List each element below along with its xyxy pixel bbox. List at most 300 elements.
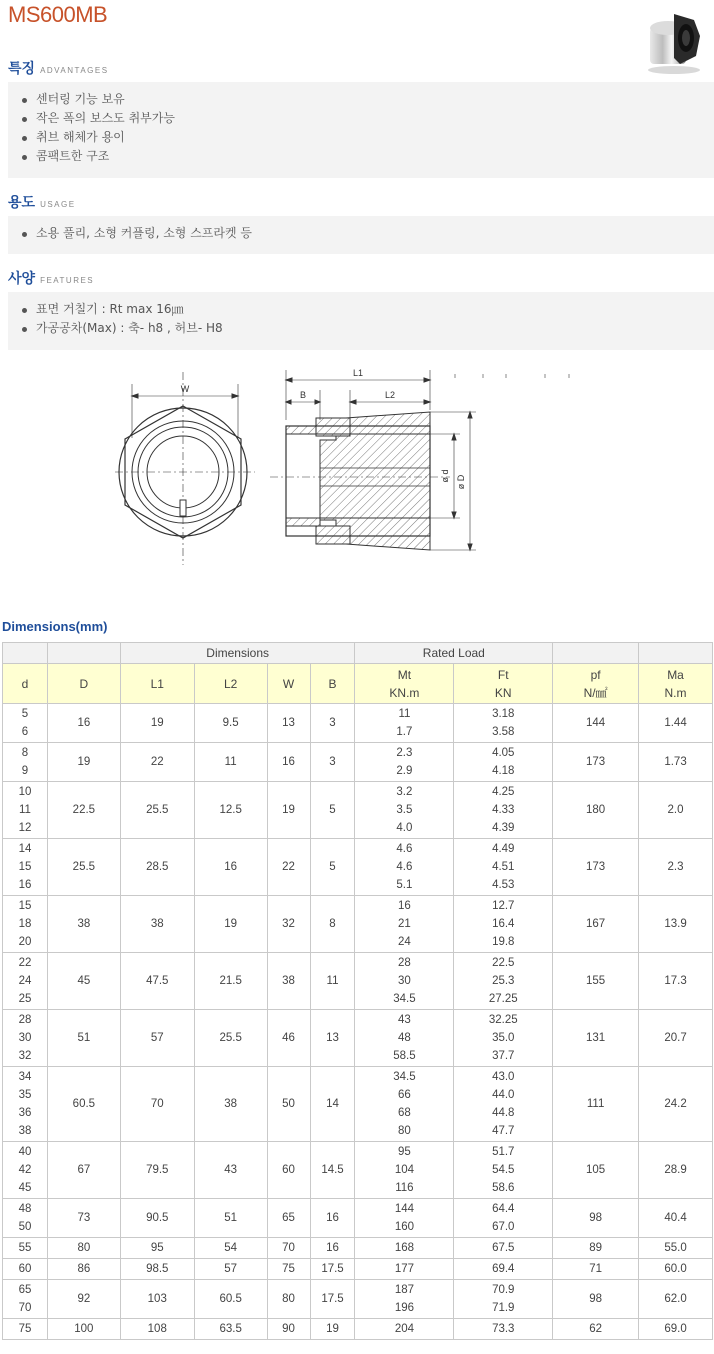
cell-w: 19: [267, 782, 310, 839]
cell-value: 28: [18, 1014, 32, 1026]
cell-value: 6: [21, 726, 29, 738]
cell-ft: [454, 1238, 553, 1259]
column-header-b: [310, 664, 355, 704]
cell-mt: [355, 1319, 454, 1340]
technical-drawing: [110, 360, 580, 570]
cell-value: 104: [394, 1164, 414, 1176]
cell-value: 37.7: [492, 1050, 515, 1062]
table-row: [3, 953, 713, 1010]
cell-d: [3, 1259, 48, 1280]
cell-mt: [355, 1067, 454, 1142]
cell-ft: [454, 1199, 553, 1238]
list-item: 작은 폭의 보스도 취부가능: [22, 109, 714, 128]
cell-b: 19: [310, 1319, 355, 1340]
cell-w: 16: [267, 743, 310, 782]
cell-l2: 60.5: [194, 1280, 267, 1319]
cell-ft: [454, 839, 553, 896]
cell-l2: 43: [194, 1142, 267, 1199]
cell-ma: 40.4: [639, 1199, 713, 1238]
cell-value: 80: [398, 1125, 411, 1137]
cell-ft: [454, 1319, 553, 1340]
cell-l1: 25.5: [120, 782, 194, 839]
cell-b: 14: [310, 1067, 355, 1142]
cell-value: 187: [394, 1284, 414, 1296]
dimensions-title: Dimensions(mm): [2, 619, 108, 634]
cell-d: 80: [47, 1238, 120, 1259]
cell-value: 55: [18, 1242, 32, 1254]
cell-pf: 173: [553, 743, 639, 782]
column-header-label: D: [79, 676, 89, 691]
cell-value: 4.33: [492, 804, 515, 816]
cell-ma: 62.0: [639, 1280, 713, 1319]
cell-d: 100: [47, 1319, 120, 1340]
table-row: [3, 743, 713, 782]
cell-w: 50: [267, 1067, 310, 1142]
cell-value: 21: [398, 918, 411, 930]
cell-value: 18: [18, 918, 32, 930]
cell-value: 160: [394, 1221, 414, 1233]
cell-l1: 108: [120, 1319, 194, 1340]
cell-d: 25.5: [47, 839, 120, 896]
cell-d: 92: [47, 1280, 120, 1319]
cell-value: 4.0: [396, 822, 413, 834]
cell-w: 46: [267, 1010, 310, 1067]
cell-ft: [454, 1259, 553, 1280]
column-header-w: [267, 664, 310, 704]
cell-mt: [355, 704, 454, 743]
cell-pf: 62: [553, 1319, 639, 1340]
cell-d: [3, 1010, 48, 1067]
cell-ft: [454, 896, 553, 953]
cell-value: 2.9: [396, 765, 413, 777]
cell-l1: 90.5: [120, 1199, 194, 1238]
cell-value: 196: [394, 1302, 414, 1314]
section-title-en: USAGE: [40, 200, 76, 209]
cell-d: [3, 896, 48, 953]
table-row: [3, 1067, 713, 1142]
cell-value: 69.4: [492, 1263, 515, 1275]
table-row: [3, 1010, 713, 1067]
dimensions-table: [2, 642, 713, 1340]
cell-l2: 63.5: [194, 1319, 267, 1340]
cell-l1: 98.5: [120, 1259, 194, 1280]
cell-ft: [454, 1067, 553, 1142]
cell-l2: 16: [194, 839, 267, 896]
cell-value: 58.6: [492, 1182, 515, 1194]
cell-ft: [454, 704, 553, 743]
table-row: [3, 839, 713, 896]
cell-w: 60: [267, 1142, 310, 1199]
cell-value: 10: [18, 786, 32, 798]
cell-d: [3, 782, 48, 839]
cell-ma: 2.3: [639, 839, 713, 896]
cell-w: 70: [267, 1238, 310, 1259]
cell-value: 11: [18, 804, 31, 816]
cell-w: 65: [267, 1199, 310, 1238]
cell-l1: 28.5: [120, 839, 194, 896]
cell-value: 15: [18, 861, 32, 873]
cell-ft: [454, 953, 553, 1010]
cell-l1: 38: [120, 896, 194, 953]
cell-pf: 98: [553, 1199, 639, 1238]
cell-l1: 79.5: [120, 1142, 194, 1199]
cell-d: [3, 1199, 48, 1238]
cell-value: 44.0: [492, 1089, 515, 1101]
column-header-l1: [120, 664, 194, 704]
column-header-label: Ft: [497, 667, 509, 682]
cell-w: 80: [267, 1280, 310, 1319]
cell-mt: [355, 782, 454, 839]
column-header-label: pf: [590, 667, 601, 682]
cell-value: 30: [18, 1032, 32, 1044]
column-header-label: L2: [223, 676, 238, 691]
cell-value: 58.5: [393, 1050, 416, 1062]
cell-value: 116: [395, 1182, 414, 1194]
cell-value: 32: [18, 1050, 32, 1062]
cell-value: 25.3: [492, 975, 515, 987]
cell-value: 48: [398, 1032, 411, 1044]
column-header-l2: [194, 664, 267, 704]
cell-d: [3, 1319, 48, 1340]
label-bore-d: ø d: [440, 469, 450, 483]
cell-b: 3: [310, 704, 355, 743]
cell-value: 27.25: [488, 993, 518, 1005]
cell-b: 8: [310, 896, 355, 953]
cell-mt: [355, 1199, 454, 1238]
cell-value: 4.49: [492, 843, 515, 855]
cell-l2: 9.5: [194, 704, 267, 743]
column-header-ft: [454, 664, 553, 704]
column-header-label: d: [21, 676, 29, 691]
cell-value: 5: [21, 708, 29, 720]
cell-b: 17.5: [310, 1259, 355, 1280]
cell-ma: 28.9: [639, 1142, 713, 1199]
table-row: [3, 1259, 713, 1280]
cell-value: 3.5: [396, 804, 413, 816]
cell-value: 14: [18, 843, 32, 855]
cell-value: 1.7: [396, 726, 413, 738]
column-header-label: W: [282, 676, 295, 691]
cell-value: 70.9: [492, 1284, 515, 1296]
list-item: 소용 풀리, 소형 커플링, 소형 스프라켓 등: [22, 224, 714, 243]
cell-mt: [355, 1010, 454, 1067]
section-header-features: [8, 268, 94, 288]
cell-value: 144: [394, 1203, 414, 1215]
cell-l1: 22: [120, 743, 194, 782]
cell-value: 24: [18, 975, 32, 987]
label-b: B: [299, 390, 307, 400]
cell-value: 3.18: [492, 708, 515, 720]
cell-mt: [355, 1142, 454, 1199]
cell-ma: 60.0: [639, 1259, 713, 1280]
cell-value: 177: [394, 1263, 414, 1275]
cell-value: 35: [18, 1089, 32, 1101]
cell-pf: 98: [553, 1280, 639, 1319]
product-photo: [640, 8, 706, 76]
table-column-header-row: [3, 664, 713, 704]
cell-value: 8: [21, 747, 29, 759]
cell-mt: [355, 839, 454, 896]
cell-b: 14.5: [310, 1142, 355, 1199]
cell-l2: 25.5: [194, 1010, 267, 1067]
column-header-pf: [553, 664, 639, 704]
cell-d: 16: [47, 704, 120, 743]
cell-l2: 11: [194, 743, 267, 782]
cell-pf: 111: [553, 1067, 639, 1142]
cell-value: 50: [18, 1221, 32, 1233]
cell-value: 54.5: [492, 1164, 515, 1176]
cell-d: 45: [47, 953, 120, 1010]
cell-value: 12: [18, 822, 32, 834]
cell-value: 22.5: [492, 957, 515, 969]
cell-value: 67.0: [492, 1221, 515, 1233]
cell-ma: 55.0: [639, 1238, 713, 1259]
cell-value: 11: [398, 708, 411, 720]
cell-value: 4.6: [396, 861, 413, 873]
cell-ft: [454, 1280, 553, 1319]
cell-value: 20: [18, 936, 32, 948]
cell-value: 44.8: [492, 1107, 515, 1119]
cell-d: [3, 839, 48, 896]
cell-value: 34.5: [393, 993, 416, 1005]
cell-b: 13: [310, 1010, 355, 1067]
cell-pf: 71: [553, 1259, 639, 1280]
cell-l1: 19: [120, 704, 194, 743]
table-row: [3, 1280, 713, 1319]
cell-l2: 54: [194, 1238, 267, 1259]
cell-value: 22: [18, 957, 32, 969]
column-header-unit: N/㎟: [583, 685, 608, 700]
cell-mt: [355, 1259, 454, 1280]
cell-value: 3.2: [396, 786, 413, 798]
list-item: 취브 해체가 용이: [22, 128, 714, 147]
cell-d: 73: [47, 1199, 120, 1238]
cell-value: 95: [398, 1146, 411, 1158]
cell-value: 47.7: [492, 1125, 515, 1137]
cell-d: 60.5: [47, 1067, 120, 1142]
cell-pf: 105: [553, 1142, 639, 1199]
list-item: 콤팩트한 구조: [22, 147, 714, 166]
cell-b: 11: [310, 953, 355, 1010]
cell-value: 30: [398, 975, 411, 987]
cell-value: 68: [398, 1107, 411, 1119]
cell-value: 35.0: [492, 1032, 515, 1044]
cell-value: 16: [18, 879, 32, 891]
cell-value: 34.5: [393, 1071, 416, 1083]
cell-mt: [355, 896, 454, 953]
column-header-label: Ma: [667, 667, 684, 682]
cell-l1: 103: [120, 1280, 194, 1319]
cell-value: 25: [18, 993, 32, 1005]
cell-value: 45: [18, 1182, 32, 1194]
cell-ma: 2.0: [639, 782, 713, 839]
cell-w: 75: [267, 1259, 310, 1280]
cell-pf: 180: [553, 782, 639, 839]
cell-value: 67.5: [492, 1242, 515, 1254]
cell-value: 38: [18, 1125, 32, 1137]
cell-value: 42: [18, 1164, 32, 1176]
cell-l1: 70: [120, 1067, 194, 1142]
cell-l2: 21.5: [194, 953, 267, 1010]
cell-value: 34: [18, 1071, 32, 1083]
table-row: [3, 1319, 713, 1340]
cell-value: 40: [18, 1146, 32, 1158]
cell-l2: 12.5: [194, 782, 267, 839]
label-outer-d: ø D: [456, 474, 466, 490]
section-title-en: ADVANTAGES: [40, 66, 109, 75]
cell-l2: 51: [194, 1199, 267, 1238]
cell-value: 12.7: [492, 900, 515, 912]
group-header-dimensions: Dimensions: [120, 643, 355, 664]
table-row: [3, 896, 713, 953]
cell-d: 86: [47, 1259, 120, 1280]
cell-l2: 38: [194, 1067, 267, 1142]
cell-pf: 173: [553, 839, 639, 896]
cell-d: 51: [47, 1010, 120, 1067]
section-title-ko: 용도: [8, 195, 36, 211]
cell-d: 19: [47, 743, 120, 782]
cell-value: 15: [18, 900, 32, 912]
column-header-label: L1: [150, 676, 164, 691]
cell-d: [3, 743, 48, 782]
list-item: 센터링 기능 보유: [22, 90, 714, 109]
table-row: [3, 1199, 713, 1238]
label-w: W: [180, 384, 190, 394]
cell-ma: 20.7: [639, 1010, 713, 1067]
cell-pf: 155: [553, 953, 639, 1010]
cell-pf: 131: [553, 1010, 639, 1067]
cell-l2: 19: [194, 896, 267, 953]
table-row: [3, 782, 713, 839]
cell-value: 4.53: [492, 879, 515, 891]
cell-ma: 1.73: [639, 743, 713, 782]
cell-d: [3, 1280, 48, 1319]
cell-value: 43.0: [492, 1071, 515, 1083]
cell-b: 16: [310, 1238, 355, 1259]
cell-value: 43: [398, 1014, 411, 1026]
cell-mt: [355, 1280, 454, 1319]
cell-value: 16: [398, 900, 411, 912]
section-header-usage: [8, 192, 76, 212]
cell-value: 64.4: [492, 1203, 515, 1215]
cell-d: [3, 704, 48, 743]
cell-value: 4.05: [492, 747, 515, 759]
column-header-label: B: [328, 676, 337, 691]
cell-d: [3, 1238, 48, 1259]
cell-value: 65: [18, 1284, 32, 1296]
cell-pf: 167: [553, 896, 639, 953]
section-title-ko: 특징: [8, 61, 36, 77]
section-title-ko: 사양: [8, 271, 36, 287]
usage-box: [8, 216, 714, 254]
cell-pf: 89: [553, 1238, 639, 1259]
cell-w: 22: [267, 839, 310, 896]
cell-b: 5: [310, 839, 355, 896]
cell-ft: [454, 1142, 553, 1199]
cell-d: [3, 1067, 48, 1142]
column-header-d: [3, 664, 48, 704]
cell-value: 19.8: [492, 936, 515, 948]
column-header-label: Mt: [397, 667, 412, 682]
page-title: MS600MB: [8, 2, 108, 27]
cell-value: 4.39: [492, 822, 515, 834]
list-item: 표면 거칠기 : Rt max 16㎛: [22, 300, 714, 319]
cell-value: 16.4: [492, 918, 515, 930]
label-l2: L2: [384, 390, 396, 400]
cell-pf: 144: [553, 704, 639, 743]
cell-ma: 24.2: [639, 1067, 713, 1142]
cell-value: 60: [18, 1263, 32, 1275]
cell-d: 67: [47, 1142, 120, 1199]
cell-value: 32.25: [488, 1014, 518, 1026]
cell-value: 9: [21, 765, 29, 777]
features-box: [8, 292, 714, 350]
group-header-rated-load: Rated Load: [355, 643, 553, 664]
list-item: 가공공차(Max) : 축- h8 , 허브- H8: [22, 319, 714, 338]
column-header-unit: N.m: [664, 685, 687, 700]
cell-value: 2.3: [396, 747, 413, 759]
cell-value: 48: [18, 1203, 32, 1215]
cell-ma: 17.3: [639, 953, 713, 1010]
cell-value: 4.18: [492, 765, 515, 777]
cell-b: 3: [310, 743, 355, 782]
cell-b: 16: [310, 1199, 355, 1238]
advantages-box: [8, 82, 714, 178]
cell-ma: 13.9: [639, 896, 713, 953]
cell-w: 38: [267, 953, 310, 1010]
section-title-en: FEATURES: [40, 276, 95, 285]
cell-l2: 57: [194, 1259, 267, 1280]
cell-d: 38: [47, 896, 120, 953]
cell-value: 4.51: [492, 861, 515, 873]
cell-value: 66: [398, 1089, 411, 1101]
cell-l1: 57: [120, 1010, 194, 1067]
cell-value: 204: [394, 1323, 414, 1335]
cell-value: 168: [394, 1242, 414, 1254]
cell-w: 13: [267, 704, 310, 743]
cell-value: 4.6: [396, 843, 413, 855]
column-header-unit: KN.m: [389, 685, 420, 700]
cell-ma: 1.44: [639, 704, 713, 743]
cell-value: 36: [18, 1107, 32, 1119]
cell-value: 71.9: [492, 1302, 515, 1314]
cell-d: [3, 953, 48, 1010]
cell-w: 90: [267, 1319, 310, 1340]
table-row: [3, 704, 713, 743]
cell-w: 32: [267, 896, 310, 953]
cell-l1: 95: [120, 1238, 194, 1259]
cell-ft: [454, 743, 553, 782]
cell-value: 70: [18, 1302, 32, 1314]
cell-b: 5: [310, 782, 355, 839]
cell-value: 24: [398, 936, 411, 948]
cell-value: 73.3: [492, 1323, 515, 1335]
column-header-ma: [639, 664, 713, 704]
column-header-d: [47, 664, 120, 704]
cell-mt: [355, 953, 454, 1010]
table-group-header-row: [3, 643, 713, 664]
cell-d: [3, 1142, 48, 1199]
table-row: [3, 1238, 713, 1259]
cell-mt: [355, 743, 454, 782]
cell-d: 22.5: [47, 782, 120, 839]
cell-value: 51.7: [492, 1146, 515, 1158]
column-header-unit: KN: [494, 685, 512, 700]
cell-ft: [454, 782, 553, 839]
cell-value: 3.58: [492, 726, 515, 738]
cell-value: 75: [18, 1323, 32, 1335]
cell-ma: 69.0: [639, 1319, 713, 1340]
